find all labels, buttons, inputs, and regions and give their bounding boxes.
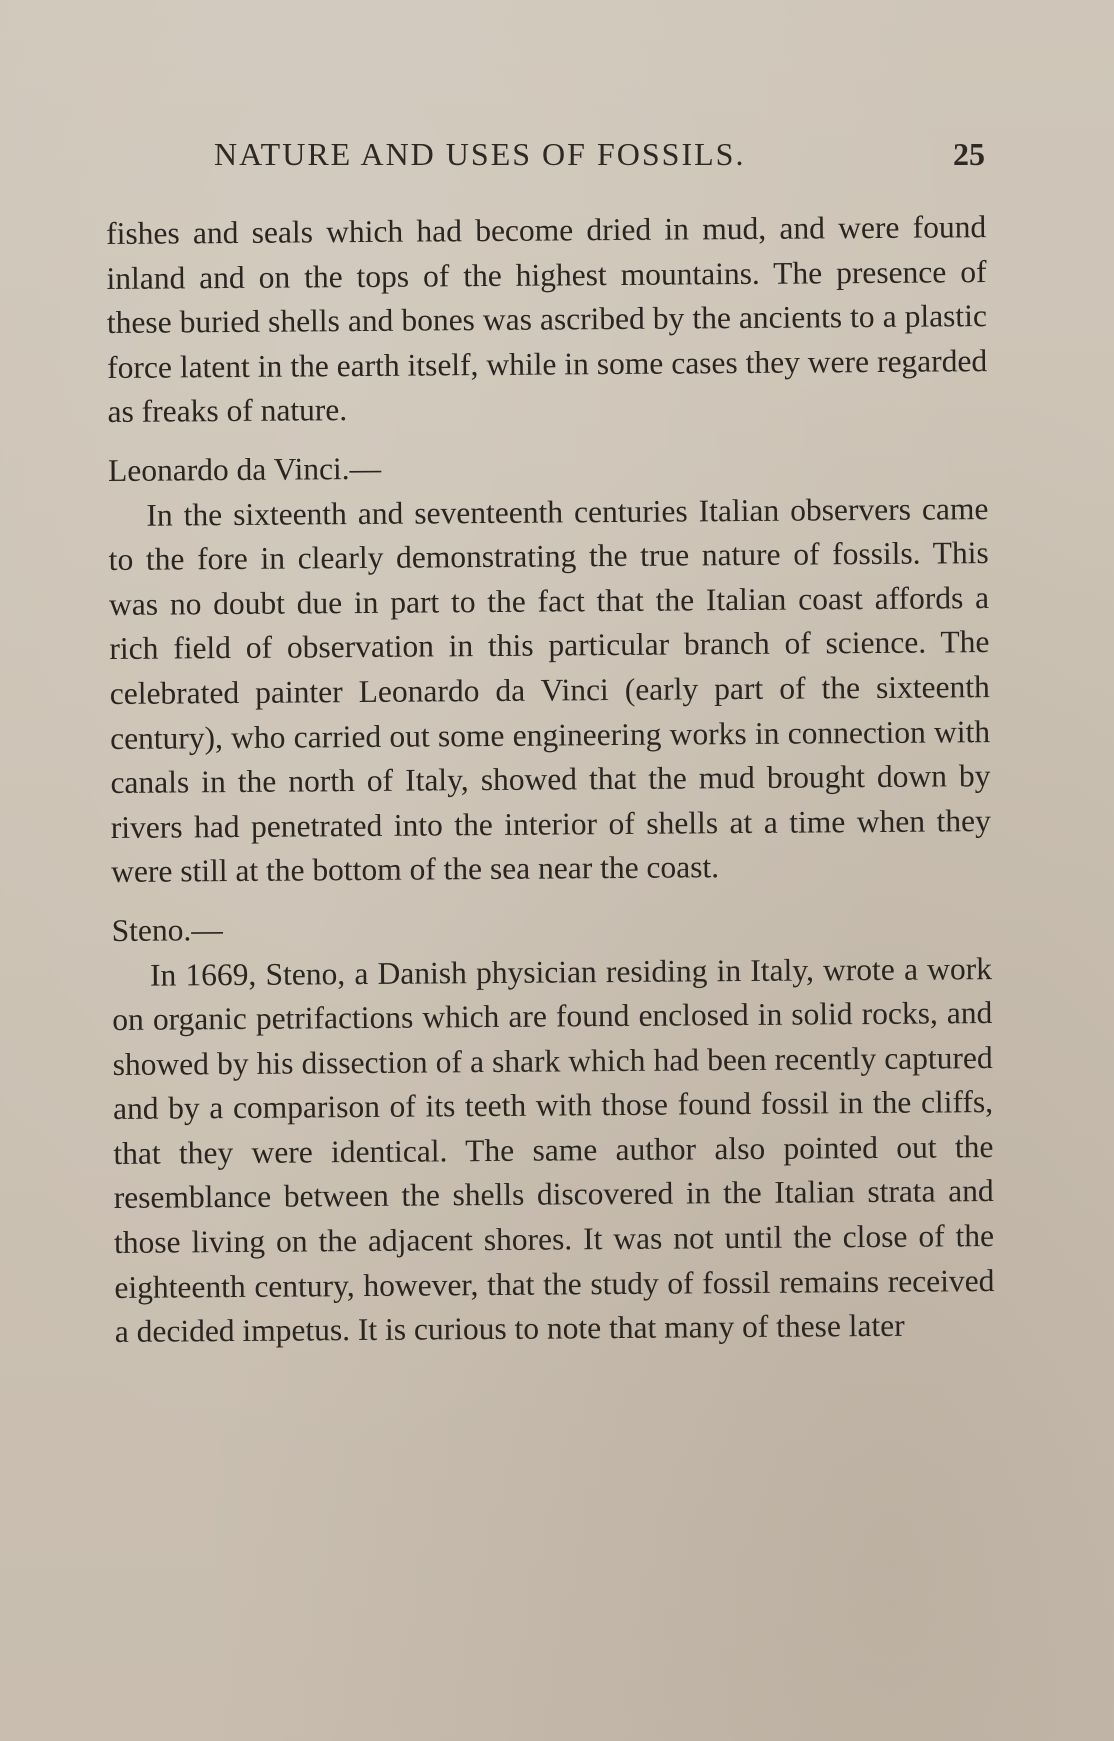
body-text [106,205,995,1355]
paragraph-steno: In 1669, Steno, a Danish physician residing in Italy, wrote a work on organic petrifactions which are found enclosed in solid rocks, and showed by his dissection of a shark which had been recently captured and by a comparison of its teeth with those found fossil in the cliffs, that they were identical. The same author also pointed out the resemblance between the shells discovered in the Italian strata and those living on the adjacent shores. It was not until the close of the eighteenth century, however, that the study of fossil remains received a decided impetus. It is curious to note that many of these later [112,950,995,1350]
paragraph-leonardo: In the sixteenth and seventeenth centuries Italian observers came to the fore in clearly demonstrating the true nature of fossils. This was no doubt due in part to the fact that the Italian coast affords a rich field of observation in this particular branch of science. The celebrated painter Leonardo da Vinci (early part of the sixteenth century), who carried out some engineering works in connection with canals in the north of Italy, showed that the mud brought down by rivers had penetrated into the interior of shells at a time when they were still at the bottom of the sea near the coast. [108,490,991,890]
section-heading-steno: Steno.— [111,912,223,948]
paragraph-continuation: fishes and seals which had become dried in mud, and were found inland and on the tops of the highest mountains. The presence of these buried shells and bones was ascribed by the ancients to a plastic force latent in the earth itself, while in some cases they were regarded as freaks of nature. [106,209,988,430]
page-header [210,136,985,176]
section-heading-leonardo: Leonardo da Vinci.— [107,450,382,488]
running-head: NATURE AND USES OF FOSSILS. [214,136,746,172]
page-number: 25 [953,136,985,172]
